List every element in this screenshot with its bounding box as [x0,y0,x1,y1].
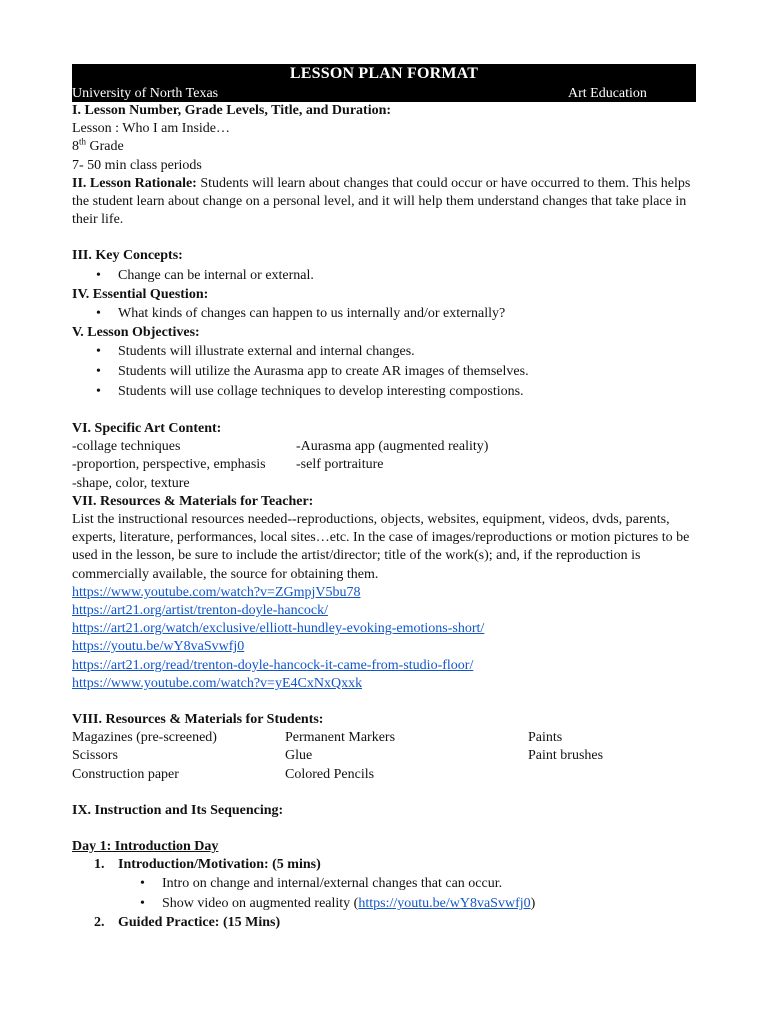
material-item: Glue [285,748,313,764]
material-item: Colored Pencils [285,766,375,782]
list-item: • Students will use collage techniques to develop interesting compostions. [72,382,696,402]
section3-heading: III. Key Concepts: [72,248,183,264]
instruction-steps [72,856,696,932]
header-bar [72,64,696,102]
section5-heading: V. Lesson Objectives: [72,324,200,340]
resource-link[interactable]: https://www.youtube.com/watch?v=yE4CxNxQxxk [72,675,363,691]
resource-link[interactable]: https://art21.org/artist/trenton-doyle-hancock/ [72,603,328,619]
item-text: ) [530,896,536,912]
list-item: • Change can be internal or external. [72,266,696,286]
day1-heading: Day 1: Introduction Day [72,839,219,854]
objectives-list [72,342,696,402]
grade-word: Grade [86,139,124,155]
step-number: 2. [94,915,105,931]
list-item: • Intro on change and internal/external changes that can occur. [118,874,696,894]
list-item: • Students will illustrate external and internal changes. [72,342,696,362]
art-content-cell: -collage techniques [72,439,181,455]
resource-link[interactable]: https://art21.org/watch/exclusive/elliott-hundley-evoking-emotions-short/ [72,621,485,637]
section7-heading: VII. Resources & Materials for Teacher: [72,493,314,509]
university-name: University of North Texas [72,86,219,101]
art-content-row [72,475,696,493]
essential-question-list [72,304,696,324]
art-content-cell: -Aurasma app (augmented reality) [296,439,489,455]
section1-heading: I. Lesson Number, Grade Levels, Title, and Duration: [72,103,392,118]
step-items [118,874,696,914]
art-content-row [72,438,696,456]
grade-number: 8 [72,139,79,155]
list-item: • Students will utilize the Aurasma app to create AR images of themselves. [72,362,696,382]
grade-suffix: th [79,136,87,147]
step-number: 1. [94,857,105,873]
key-concepts-list [72,266,696,286]
section2-heading: II. Lesson Rationale: [72,175,197,191]
instruction-step [72,914,696,932]
materials-row [72,747,696,765]
art-content-row [72,456,696,474]
material-item: Paints [528,730,563,746]
list-item: • What kinds of changes can happen to us internally and/or externally? [72,304,696,324]
section9-heading: IX. Instruction and Its Sequencing: [72,802,284,818]
materials-row [72,766,696,784]
lesson-plan-page [72,64,696,933]
video-link[interactable]: https://youtu.be/wY8vaSvwfj0 [358,896,531,912]
section8-heading: VIII. Resources & Materials for Students: [72,712,324,728]
instruction-step [72,856,696,914]
grade-level [72,138,696,156]
section4-heading: IV. Essential Question: [72,286,209,302]
duration: 7- 50 min class periods [72,157,202,173]
step-label: Guided Practice: (15 Mins) [118,915,281,931]
section7-text: List the instructional resources needed--reproductions, objects, websites, equipment, videos, dvds, parents, experts, literature, performances, local sites…etc. In the case of images/reproductions or motion pictures to be used in the lesson, be sure to include the artist/director; title of the work(s); and, if the reproduction is commercially available, the source for obtaining them. [72,512,690,582]
material-item: Scissors [72,748,118,764]
material-item: Magazines (pre-screened) [72,730,217,746]
materials-row [72,729,696,747]
department-name: Art Education [568,86,647,101]
art-content-cell: -shape, color, texture [72,475,190,491]
item-text: Show video on augmented reality ( [162,896,359,912]
resource-link[interactable]: https://youtu.be/wY8vaSvwfj0 [72,639,245,655]
step-label: Introduction/Motivation: (5 mins) [118,857,321,873]
material-item: Permanent Markers [285,730,396,746]
section2-paragraph [72,175,696,230]
list-item [118,894,696,914]
art-content-cell: -self portraiture [296,457,384,473]
teacher-links [72,584,696,693]
art-content-cell: -proportion, perspective, emphasis [72,457,266,473]
resource-link[interactable]: https://art21.org/read/trenton-doyle-hancock-it-came-from-studio-floor/ [72,657,474,673]
section2-text: Students will learn about changes that could occur or have occurred to them. This helps the student learn about change on a personal level, and it will help them understand changes that take place in their life. [72,175,691,228]
section6-heading: VI. Specific Art Content: [72,421,222,437]
lesson-title: Lesson : Who I am Inside… [72,121,230,137]
material-item: Construction paper [72,766,179,782]
material-item: Paint brushes [528,748,604,764]
document-title: LESSON PLAN FORMAT [289,65,479,82]
resource-link[interactable]: https://www.youtube.com/watch?v=ZGmpjV5bu78 [72,584,361,600]
